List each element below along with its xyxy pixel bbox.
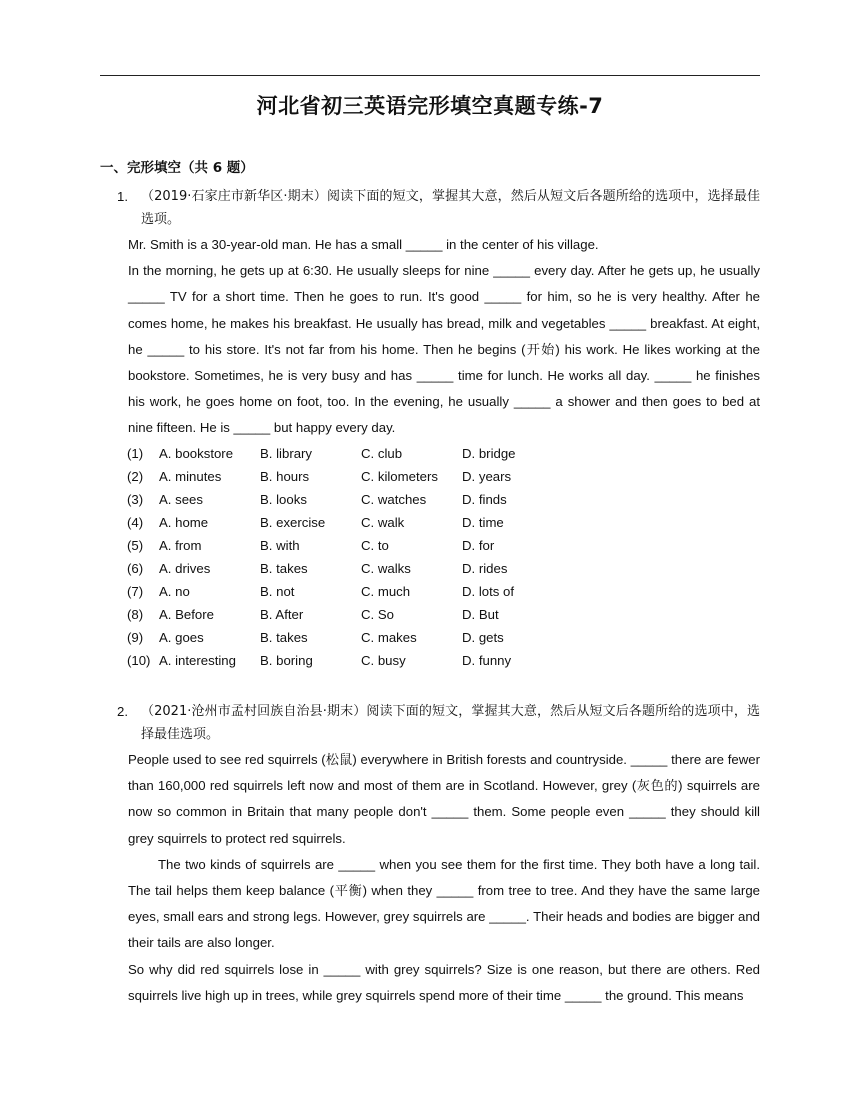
option-row: [127, 580, 760, 603]
option-number: (3): [127, 491, 144, 507]
question-number: 2.: [117, 704, 128, 719]
option-number: (9): [127, 629, 144, 645]
option-number: (1): [127, 445, 144, 461]
option-a: A. interesting: [159, 652, 236, 668]
question-1: [100, 185, 760, 672]
option-d: D. years: [462, 468, 512, 484]
option-row: [127, 511, 760, 534]
option-d: D. funny: [462, 652, 512, 668]
option-d: D. gets: [462, 629, 504, 645]
option-a: A. bookstore: [159, 445, 234, 461]
option-b: B. exercise: [260, 514, 326, 530]
passage-paragraph: People used to see red squirrels (松鼠) everywhere in British forests and countryside. _____ there are fewer than 160,000 red squirrels left now and most of them are in Scotland. However, grey (灰色的) squirrels are now so common in Britain that many people don't _____ them. Some people even _____ they should kill grey squirrels to protect red squirrels.: [128, 752, 760, 846]
passage: [128, 747, 760, 1009]
option-c: C. So: [361, 606, 394, 622]
option-d: D. lots of: [462, 583, 515, 599]
option-b: B. takes: [260, 560, 308, 576]
options-table: [127, 442, 760, 672]
header-rule: [100, 75, 760, 76]
option-d: D. But: [462, 606, 499, 622]
passage: [128, 232, 760, 442]
option-a: A. minutes: [159, 468, 222, 484]
option-d: D. for: [462, 537, 495, 553]
option-row: [127, 626, 760, 649]
option-number: (2): [127, 468, 144, 484]
question-source: （2021·沧州市孟村回族自治县·期末）阅读下面的短文，掌握其大意，然后从短文后各题所给的选项中，选择最佳选项。: [141, 704, 760, 742]
option-number: (7): [127, 583, 144, 599]
option-b: B. looks: [260, 491, 307, 507]
option-c: C. makes: [361, 629, 417, 645]
option-row: [127, 442, 760, 465]
option-c: C. club: [361, 445, 403, 461]
option-b: B. takes: [260, 629, 308, 645]
option-d: D. finds: [462, 491, 507, 507]
passage-paragraph: The two kinds of squirrels are _____ when you see them for the first time. They both have a long tail. The tail helps them keep balance (平衡) when they _____ from tree to tree. And they have the same large eyes, small ears and strong legs. However, grey squirrels are _____. Their heads and bodies are bigger and their tails are also longer.: [128, 856, 760, 951]
option-row: [127, 534, 760, 557]
option-c: C. walk: [361, 514, 405, 530]
passage-paragraph: In the morning, he gets up at 6:30. He usually sleeps for nine _____ every day. After he gets up, he usually _____ TV for a short time. Then he goes to run. It's good _____ for him, so he is very healthy. After he comes home, he makes his breakfast. He usually has bread, milk and vegetables _____ breakfast. At eight, he _____ to his store. It's not far from his home. Then he begins (开始) his work. He likes working at the bookstore. Sometimes, he is very busy and has _____ time for lunch. He works all day. _____ he finishes his work, he goes home on foot, too. In the evening, he usually _____ a shower and then goes to bed at nine fifteen. He is _____ but happy every day.: [128, 263, 760, 436]
option-b: B. hours: [260, 468, 310, 484]
question-header: [100, 700, 760, 746]
question-number: 1.: [117, 189, 128, 204]
option-row: [127, 603, 760, 626]
option-a: A. Before: [159, 606, 214, 622]
option-number: (5): [127, 537, 144, 553]
option-number: (4): [127, 514, 144, 530]
option-row: [127, 649, 760, 672]
option-c: C. busy: [361, 652, 406, 668]
option-a: A. home: [159, 514, 209, 530]
page-title: 河北省初三英语完形填空真题专练-7: [256, 94, 604, 118]
option-b: B. not: [260, 583, 295, 599]
question-2: [100, 700, 760, 1009]
option-b: B. with: [260, 537, 300, 553]
option-c: C. watches: [361, 491, 427, 507]
question-header: [100, 185, 760, 231]
passage-paragraph: So why did red squirrels lose in _____ with grey squirrels? Size is one reason, but there are others. Red squirrels live high up in trees, while grey squirrels spend more of their time _____ the ground. This means: [128, 961, 760, 1003]
option-b: B. boring: [260, 652, 313, 668]
option-row: [127, 465, 760, 488]
option-d: D. rides: [462, 560, 508, 576]
option-d: D. time: [462, 514, 504, 530]
option-number: (10): [127, 652, 151, 668]
option-a: A. no: [159, 583, 190, 599]
option-number: (8): [127, 606, 144, 622]
option-row: [127, 557, 760, 580]
option-c: C. walks: [361, 560, 411, 576]
question-source: （2019·石家庄市新华区·期末）阅读下面的短文，掌握其大意，然后从短文后各题所给的选项中，选择最佳选项。: [141, 189, 760, 227]
option-b: B. library: [260, 445, 313, 461]
option-a: A. goes: [159, 629, 204, 645]
option-c: C. to: [361, 537, 389, 553]
option-a: A. from: [159, 537, 202, 553]
passage-paragraph: Mr. Smith is a 30-year-old man. He has a small _____ in the center of his village.: [128, 237, 599, 252]
option-b: B. After: [260, 606, 304, 622]
option-c: C. much: [361, 583, 411, 599]
option-row: [127, 488, 760, 511]
section-heading: 一、完形填空（共 6 题）: [100, 160, 254, 176]
option-d: D. bridge: [462, 445, 516, 461]
option-a: A. drives: [159, 560, 211, 576]
option-a: A. sees: [159, 491, 203, 507]
option-c: C. kilometers: [361, 468, 438, 484]
option-number: (6): [127, 560, 144, 576]
